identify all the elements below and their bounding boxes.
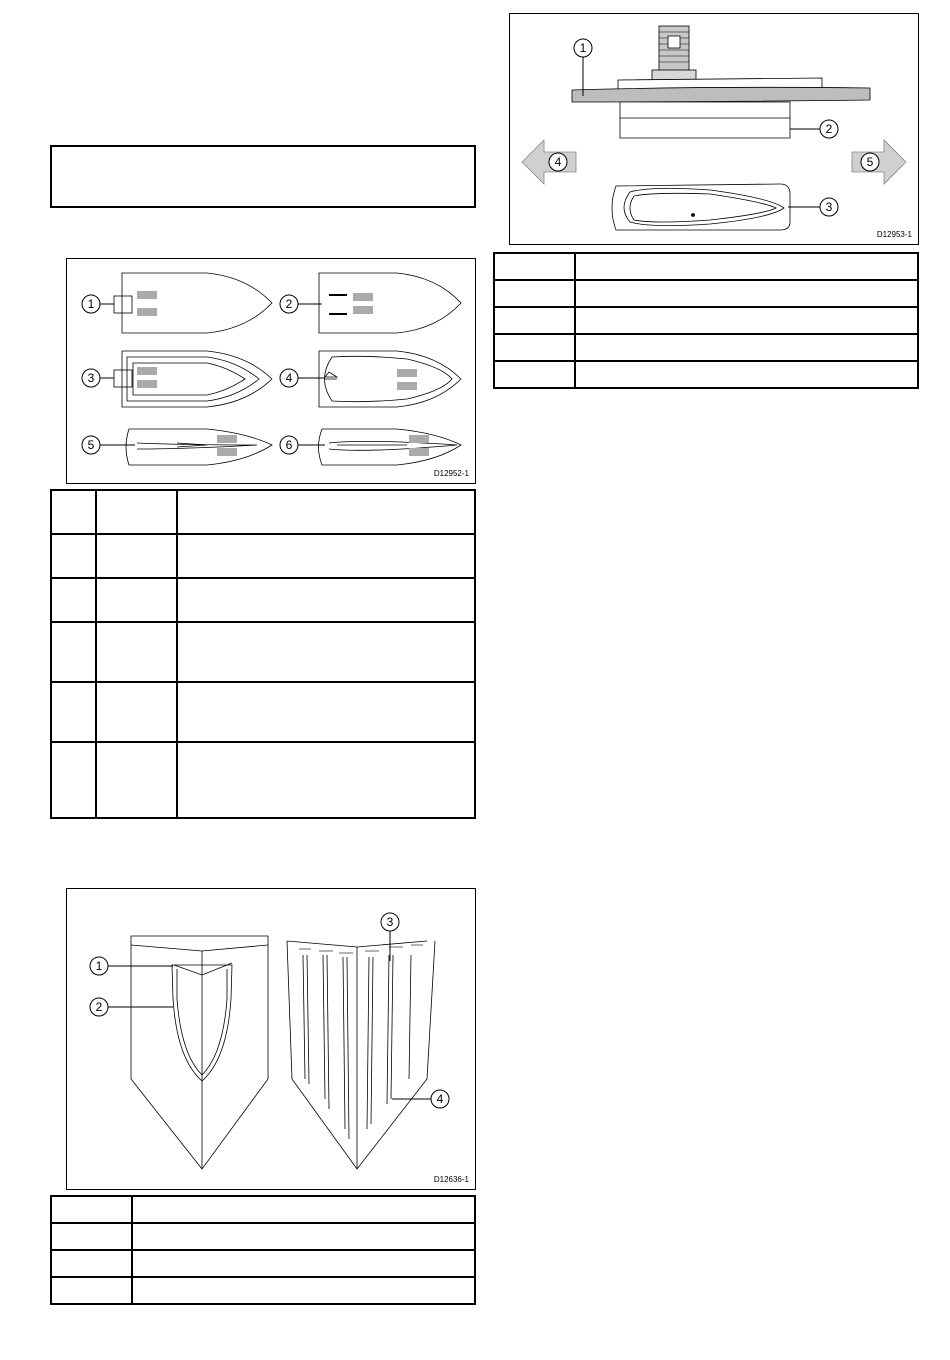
callout-2-label: 2 [285,297,293,311]
hull-bottoms-figure [66,888,476,1190]
table-row [494,253,918,280]
table-row [51,622,475,682]
table-row [51,490,475,534]
table-row [51,534,475,578]
table-row [51,1277,475,1304]
table-row [51,1250,475,1277]
hull-positions-figure [66,258,476,484]
boat-3-diagram [114,351,272,407]
table-row [51,1196,475,1223]
table-row [51,682,475,742]
boat-2-diagram [319,273,461,333]
table-row [51,1223,475,1250]
callout-4-label: 4 [554,155,562,169]
boat-5-diagram [126,429,272,465]
hull-positions-table [50,489,476,819]
callout-5-label: 5 [87,438,95,452]
transducer-figure [509,13,919,245]
table-row [51,742,475,818]
note-box [50,145,476,208]
boat-1-diagram [114,273,272,333]
callout-2-label: 2 [95,1000,103,1014]
boat-4-diagram [319,351,461,407]
boat-6-diagram [319,429,462,465]
callout-6-label: 6 [285,438,293,452]
callout-2-label: 2 [825,122,833,136]
table-row [494,280,918,307]
figure-code: D12636-1 [433,1175,469,1184]
callout-5-label: 5 [866,155,874,169]
callout-1-label: 1 [95,959,103,973]
figure-code: D12953-1 [876,230,912,239]
callout-1-label: 1 [87,297,95,311]
callout-1-label: 1 [579,41,587,55]
figure-code: D12952-1 [433,469,469,478]
planing-hull-diagram [131,936,268,1169]
callout-3-label: 3 [825,200,833,214]
table-row [494,334,918,361]
callout-4-label: 4 [285,371,293,385]
transducer-bottom-view [612,184,790,230]
table-row [494,361,918,388]
transducer-table [493,252,919,389]
table-row [51,578,475,622]
table-row [494,307,918,334]
hull-bottoms-table [50,1195,476,1305]
stepped-hull-diagram [287,941,435,1169]
callout-4-label: 4 [436,1092,444,1106]
callout-3-label: 3 [386,915,394,929]
callout-3-label: 3 [87,371,95,385]
